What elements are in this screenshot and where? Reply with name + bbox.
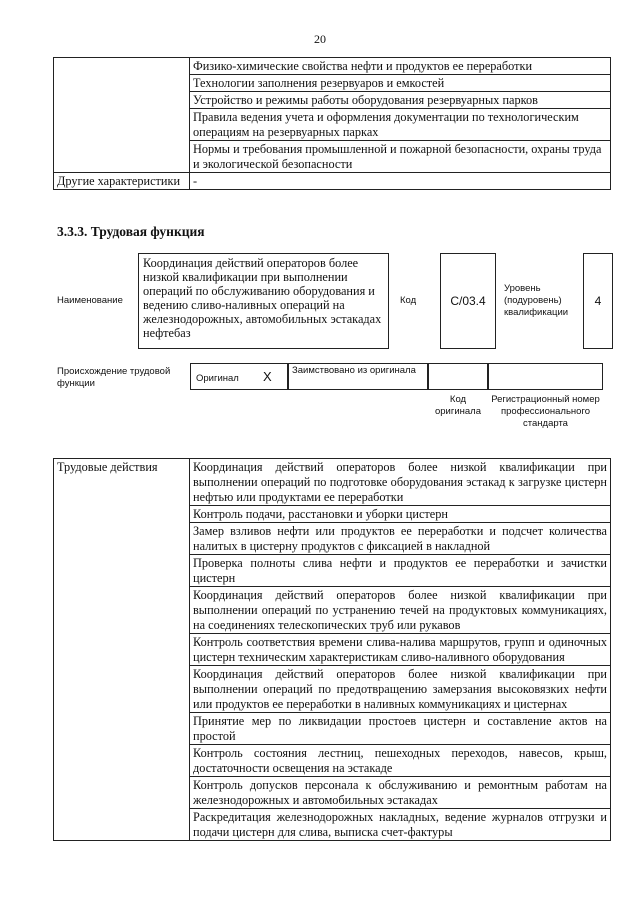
labor-actions-label: Трудовые действия bbox=[54, 459, 190, 841]
labor-action-item: Контроль подачи, расстановки и уборки цистерн bbox=[190, 506, 611, 523]
section-title: 3.3.3. Трудовая функция bbox=[57, 224, 205, 239]
function-code-box: C/03.4 bbox=[440, 253, 496, 349]
registration-number-caption: Регистрационный номер профессионального стандарта bbox=[491, 394, 600, 429]
labor-action-item: Координация действий операторов более низкой квалификации при выполнении операций по подготовке оборудования эстакад к загрузке цистерн нефтью или продуктами ее переработки bbox=[190, 459, 611, 506]
other-characteristics-label: Другие характеристики bbox=[54, 173, 190, 190]
qualification-level-label: Уровень (подуровень) квалификации bbox=[504, 283, 569, 318]
original-code-cell bbox=[428, 363, 488, 390]
knowledge-item: Правила ведения учета и оформления документации по технологическим операциям на резервуарных парках bbox=[190, 109, 611, 141]
labor-actions-table bbox=[53, 458, 611, 841]
origin-label: Происхождение трудовой функции bbox=[57, 366, 171, 389]
labor-action-item: Контроль состояния лестниц, пешеходных переходов, навесов, крыш, достаточности освещения на эстакаде bbox=[190, 745, 611, 777]
table-row bbox=[54, 173, 611, 190]
original-code-caption: Код оригинала bbox=[434, 394, 481, 417]
table-row bbox=[54, 459, 611, 506]
borrowed-label: Заимствовано из оригинала bbox=[292, 365, 416, 376]
labor-action-item: Контроль допусков персонала к обслуживанию и ремонтным работам на железнодорожных и автомобильных эстакадах bbox=[190, 777, 611, 809]
registration-number-cell bbox=[488, 363, 603, 390]
knowledge-item: Технологии заполнения резервуаров и емкостей bbox=[190, 75, 611, 92]
function-name-box: Координация действий операторов более низкой квалификации при выполнении операций по обслуживанию оборудования и ведению сливо-наливных операций на железнодорожных, автомобильных эстакадах нефтебаз bbox=[138, 253, 389, 349]
labor-action-item: Координация действий операторов более низкой квалификации при выполнении операций по устранению течей на продуктовых коммуникациях, на соединениях телескопических труб или рукавов bbox=[190, 587, 611, 634]
labor-action-item: Контроль соответствия времени слива-налива маршрутов, групп и одиночных цистерн техническим характеристикам сливо-наливного оборудования bbox=[190, 634, 611, 666]
labor-action-item: Проверка полноты слива нефти и продуктов ее переработки и зачистки цистерн bbox=[190, 555, 611, 587]
labor-action-item: Замер взливов нефти или продуктов ее переработки и подсчет количества налитых в цистерну продуктов с фиксацией в накладной bbox=[190, 523, 611, 555]
knowledge-item: Устройство и режимы работы оборудования резервуарных парков bbox=[190, 92, 611, 109]
original-label: Оригинал bbox=[196, 373, 239, 384]
page-number: 20 bbox=[314, 32, 326, 46]
knowledge-item: Нормы и требования промышленной и пожарной безопасности, охраны труда и экологической безопасности bbox=[190, 141, 611, 173]
knowledge-label-cell bbox=[54, 58, 190, 173]
code-label: Код bbox=[400, 295, 417, 306]
labor-action-item: Координация действий операторов более низкой квалификации при выполнении операций по предотвращению замерзания высоковязких нефти или продуктов ее переработки в наливных коммуникациях и цистернах bbox=[190, 666, 611, 713]
labor-action-item: Принятие мер по ликвидации простоев цистерн и составление актов на простой bbox=[190, 713, 611, 745]
name-label: Наименование bbox=[57, 295, 123, 306]
other-characteristics-value: - bbox=[190, 173, 611, 190]
knowledge-item: Физико-химические свойства нефти и продуктов ее переработки bbox=[190, 58, 611, 75]
original-cell bbox=[190, 363, 288, 390]
borrowed-cell bbox=[288, 363, 428, 390]
original-mark: X bbox=[263, 369, 272, 384]
knowledge-table bbox=[53, 57, 611, 190]
qualification-level-box: 4 bbox=[583, 253, 613, 349]
table-row bbox=[54, 58, 611, 75]
labor-action-item: Раскредитация железнодорожных накладных, ведение журналов отгрузки и подачи цистерн для слива, выписка счет-фактуры bbox=[190, 809, 611, 841]
